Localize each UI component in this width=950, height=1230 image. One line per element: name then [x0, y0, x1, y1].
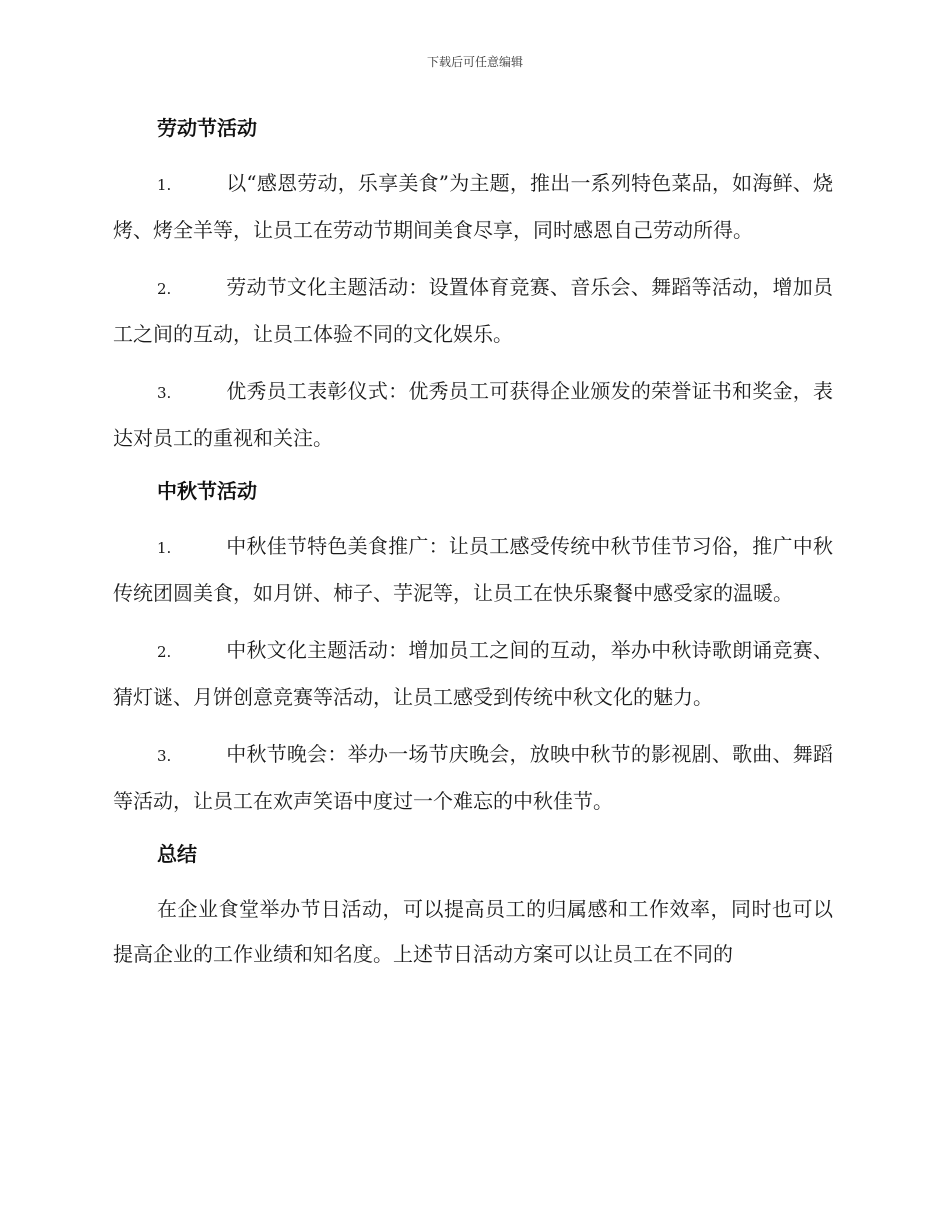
list-item-number: 3.	[157, 747, 172, 765]
summary-paragraph: 在企业食堂举办节日活动，可以提高员工的归属感和工作效率，同时也可以提高企业的工作业绩和知名度。上述节日活动方案可以让员工在不同的	[113, 897, 833, 966]
list-item	[113, 628, 833, 720]
list-item-number: 2.	[157, 280, 172, 298]
list-item-text: 以“感恩劳动，乐享美食”为主题，推出一系列特色菜品，如海鲜、烧烤、烤全羊等，让员工在劳动节期间美食尽享，同时感恩自己劳动所得。	[113, 171, 833, 242]
document-body	[113, 110, 833, 977]
list-item	[113, 161, 833, 253]
list-item-text: 中秋佳节特色美食推广：让员工感受传统中秋节佳节习俗，推广中秋传统团圆美食，如月饼、柿子、芋泥等，让员工在快乐聚餐中感受家的温暖。	[113, 534, 833, 605]
list-item-text: 劳动节文化主题活动：设置体育竞赛、音乐会、舞蹈等活动，增加员工之间的互动，让员工体验不同的文化娱乐。	[113, 275, 833, 346]
list-item	[113, 524, 833, 616]
list-item-text: 中秋节晚会：举办一场节庆晚会，放映中秋节的影视剧、歌曲、舞蹈等活动，让员工在欢声笑语中度过一个难忘的中秋佳节。	[113, 742, 833, 813]
section-heading-mid-autumn: 中秋节活动	[157, 479, 257, 503]
list-item-number: 2.	[157, 643, 172, 661]
list-item	[113, 732, 833, 824]
list-item-text: 优秀员工表彰仪式：优秀员工可获得企业颁发的荣誉证书和奖金，表达对员工的重视和关注。	[113, 379, 833, 450]
page-header: 下载后可任意编辑	[426, 55, 523, 69]
list-item-number: 1.	[157, 176, 172, 194]
list-item-number: 1.	[157, 539, 172, 557]
list-item	[113, 265, 833, 357]
list-item-number: 3.	[157, 384, 172, 402]
section-heading-summary: 总结	[157, 842, 197, 866]
list-item-text: 中秋文化主题活动：增加员工之间的互动，举办中秋诗歌朗诵竞赛、猜灯谜、月饼创意竞赛等活动，让员工感受到传统中秋文化的魅力。	[113, 638, 833, 709]
list-item	[113, 369, 833, 461]
section-heading-labor-day: 劳动节活动	[157, 116, 257, 140]
